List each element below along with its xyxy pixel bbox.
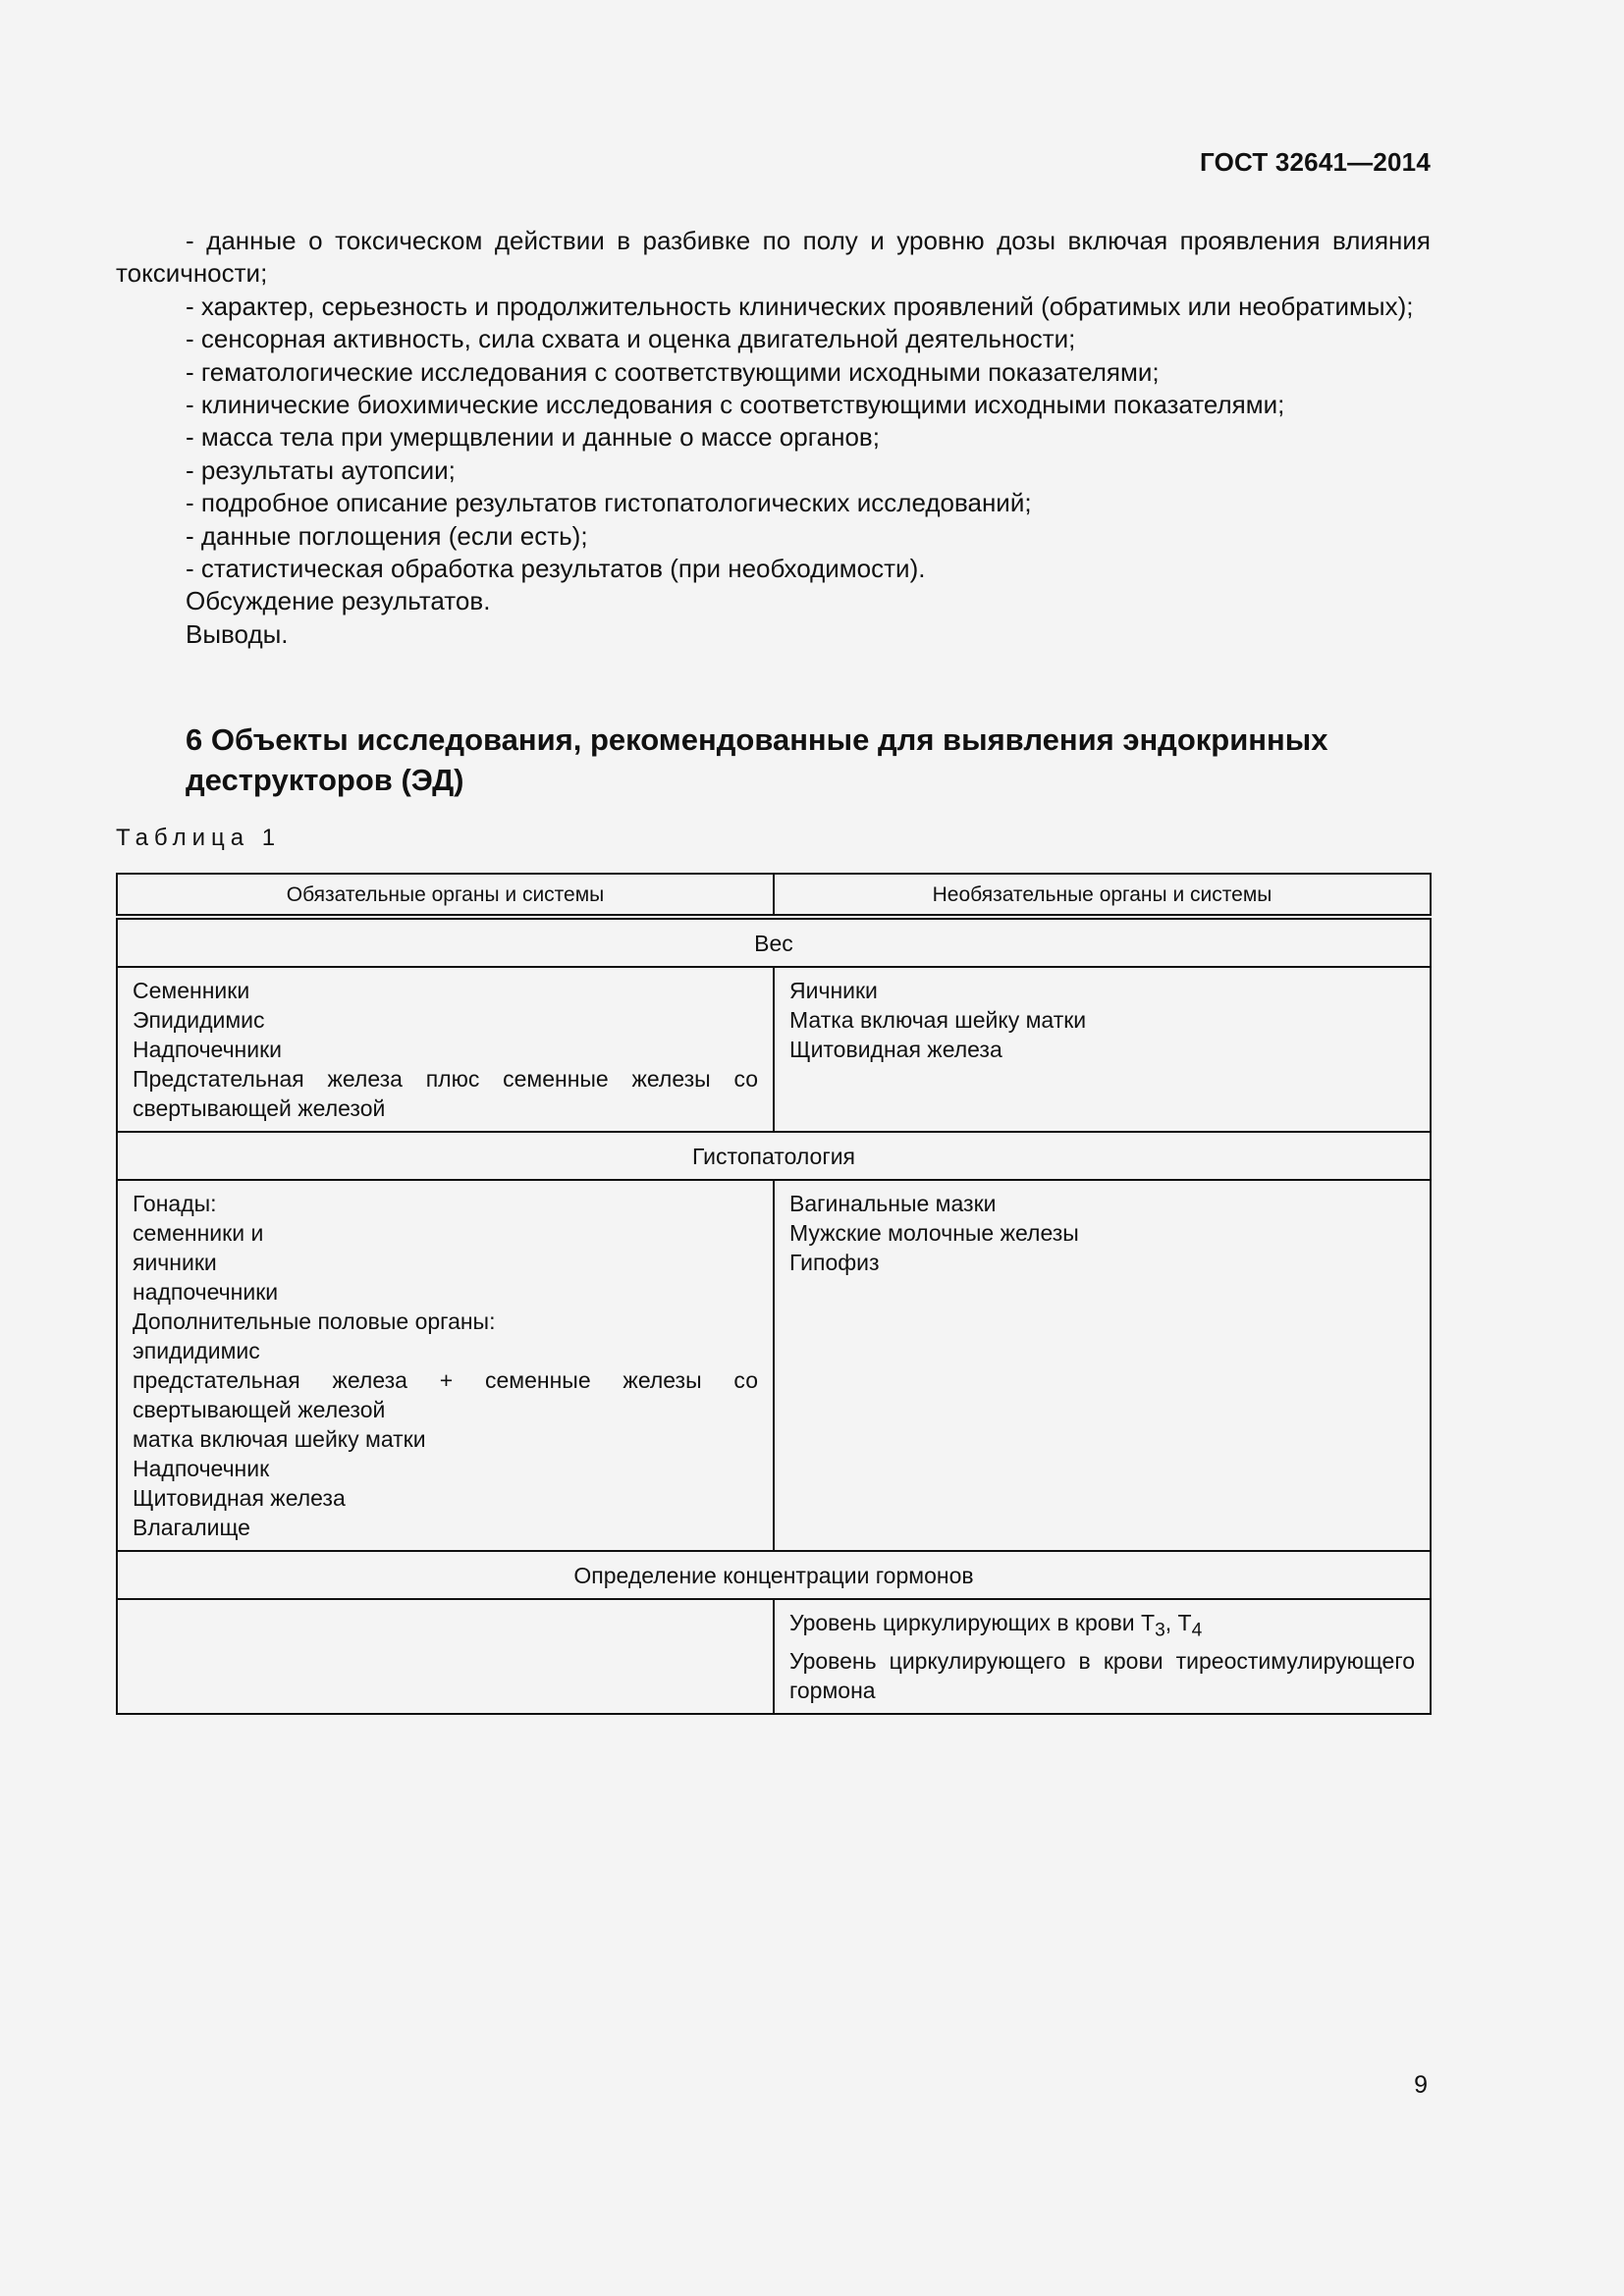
- column-header-mandatory: Обязательные органы и системы: [117, 874, 774, 917]
- discussion-line: Обсуждение результатов.: [186, 586, 491, 616]
- page-number: 9: [1414, 2071, 1428, 2099]
- table-row: [117, 1180, 1431, 1551]
- column-header-optional: Необязательные органы и системы: [774, 874, 1431, 917]
- cell-line: Влагалище: [133, 1515, 250, 1540]
- cell-line: Гонады:: [133, 1191, 217, 1216]
- cell-line: Щитовидная железа: [789, 1037, 1002, 1062]
- cell-line: Эпидидимис: [133, 1007, 265, 1033]
- group-title-hormones: Определение концентрации гормонов: [117, 1551, 1431, 1599]
- cell-line: предстательная железа + семенные железы со свертывающей железой: [133, 1367, 758, 1422]
- group-title-row: [117, 1132, 1431, 1180]
- hormone-separator: , Т: [1164, 1610, 1192, 1635]
- cell-line: Вагинальные мазки: [789, 1191, 997, 1216]
- group-title-histopathology: Гистопатология: [117, 1132, 1431, 1180]
- group-title-row: [117, 1551, 1431, 1599]
- cell-line: Яичники: [789, 978, 878, 1003]
- conclusions-line: Выводы.: [186, 618, 289, 649]
- subscript-4: 4: [1191, 1620, 1203, 1641]
- list-item: - результаты аутопсии;: [186, 454, 456, 485]
- cell-line: надпочечники: [133, 1279, 279, 1305]
- group-title-row: [117, 917, 1431, 967]
- cell-line: матка включая шейку матки: [133, 1426, 426, 1452]
- cell-line: Гипофиз: [789, 1250, 880, 1275]
- cell-line: эпидидимис: [133, 1338, 260, 1363]
- list-item: - клинические биохимические исследования с соответствующими исходными показателями;: [186, 390, 1285, 420]
- table-row: [117, 1599, 1431, 1714]
- list-item: - масса тела при умерщвлении и данные о массе органов;: [186, 422, 880, 453]
- list-item: - данные поглощения (если есть);: [186, 520, 588, 551]
- cell-line: яичники: [133, 1250, 217, 1275]
- cell-line: Надпочечники: [133, 1037, 283, 1062]
- thyroid-hormones-line: [789, 1608, 1415, 1646]
- histopathology-optional-cell: [774, 1180, 1431, 1551]
- table-caption: Таблица 1: [116, 825, 282, 851]
- hormones-mandatory-cell: [117, 1599, 774, 1714]
- weight-mandatory-cell: [117, 967, 774, 1132]
- list-item: - данные о токсическом действии в разбивке по полу и уровню дозы включая проявления влияния токсичности;: [116, 226, 1431, 289]
- document-standard-number: ГОСТ 32641—2014: [1200, 147, 1431, 177]
- list-item: - гематологические исследования с соответствующими исходными показателями;: [186, 356, 1160, 387]
- hormone-text: Уровень циркулирующих в крови Т: [789, 1610, 1156, 1635]
- tsh-line: Уровень циркулирующего в крови тиреостимулирующего гормона: [789, 1647, 1415, 1703]
- table-row: [117, 967, 1431, 1132]
- results-list: [116, 225, 1431, 651]
- cell-line: Предстательная железа плюс семенные железы со свертывающей железой: [133, 1066, 758, 1121]
- list-item: - подробное описание результатов гистопатологических исследований;: [186, 488, 1032, 518]
- list-item: - статистическая обработка результатов (при необходимости).: [186, 554, 926, 584]
- histopathology-mandatory-cell: [117, 1180, 774, 1551]
- cell-line: Дополнительные половые органы:: [133, 1308, 496, 1334]
- subscript-3: 3: [1155, 1620, 1165, 1641]
- cell-line: Семенники: [133, 978, 250, 1003]
- cell-line: Матка включая шейку матки: [789, 1007, 1087, 1033]
- cell-line: Мужские молочные железы: [789, 1220, 1079, 1246]
- cell-line: Надпочечник: [133, 1456, 270, 1481]
- weight-optional-cell: [774, 967, 1431, 1132]
- cell-line: Щитовидная железа: [133, 1485, 346, 1511]
- table-header-row: [117, 874, 1431, 917]
- hormones-optional-cell: [774, 1599, 1431, 1714]
- list-item: - характер, серьезность и продолжительность клинических проявлений (обратимых или необратимых);: [186, 291, 1414, 321]
- group-title-weight: Вес: [117, 917, 1431, 967]
- section-heading: 6 Объекты исследования, рекомендованные для выявления эндокринных деструкторов (ЭД): [186, 722, 1328, 797]
- organs-table: [116, 873, 1432, 1715]
- list-item: - сенсорная активность, сила схвата и оценка двигательной деятельности;: [186, 324, 1076, 354]
- cell-line: семенники и: [133, 1220, 264, 1246]
